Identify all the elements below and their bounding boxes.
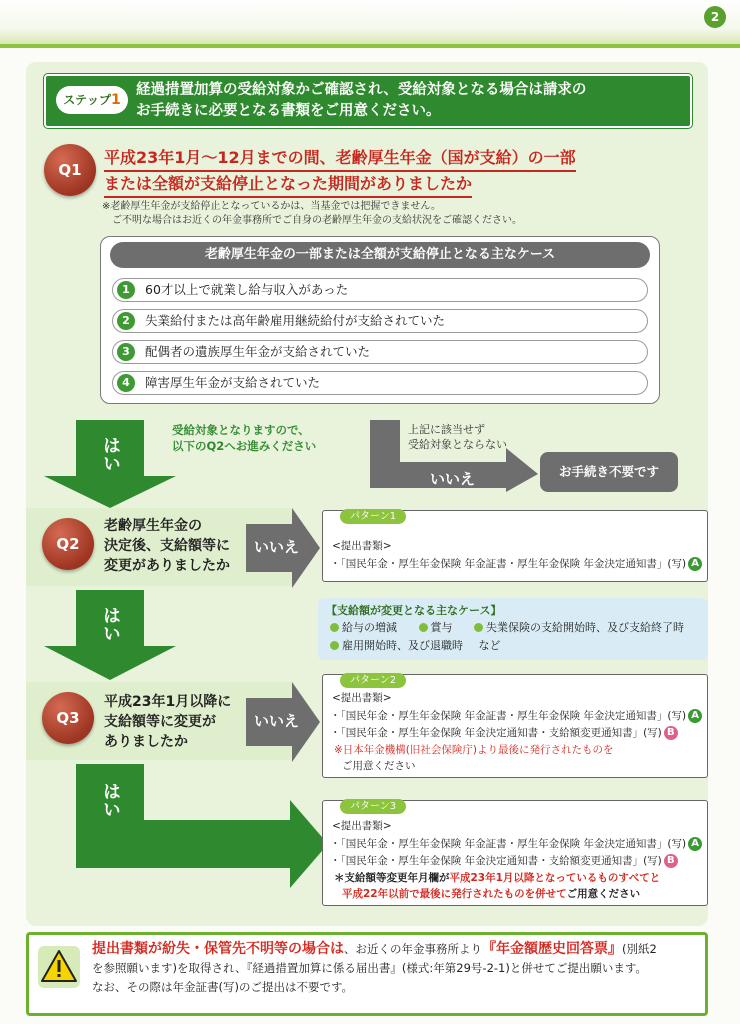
no-procedure-needed: お手続き不要です [540,452,678,492]
warning-text: 提出書類が紛失・保管先不明等の場合は、お近くの年金事務所より『年金額歴史回答票』(別紙2 を参照願います)を取得され、『経過措置加算に係る届出書』(様式:年第29号-2-1)と併せてご提出願います。 なお、その際は年金証書(写)のご提出は不要です。 [92,941,657,994]
q3-no-label: いいえ [254,712,300,730]
pattern3-docs-header: <提出書類> [332,820,392,832]
q2-badge: Q2 [42,518,94,570]
pattern3-tag: パターン3 [340,794,406,814]
step-instruction: 経過措置加算の受給対象かご確認され、受給対象となる場合は請求の お手続きに必要となる書類をご用意ください。 [136,82,587,119]
pattern3-doc2: ・「国民年金・厚生年金保険 年金決定通知書・支給額変更通知書」(写) B [330,853,678,869]
badge-a: A [688,557,702,571]
pattern2-note-red: ※日本年金機構(旧社会保険庁)より最後に発行されたものを [334,744,614,756]
badge-a: A [688,709,702,723]
pattern1-docs-header: <提出書類> [332,540,392,552]
badge-b: B [664,726,678,740]
q2-question: 老齢厚生年金の 決定後、支給額等に 変更がありましたか [104,518,230,574]
pattern2-docs-header: <提出書類> [332,692,392,704]
pattern2-doc1: ・「国民年金・厚生年金保険 年金証書・厚生年金保険 年金決定通知書」(写) A [330,708,702,724]
q1-no-note: 上記に該当せず 受給対象とならない [408,423,507,451]
pattern2-doc2: ・「国民年金・厚生年金保険 年金決定通知書・支給額変更通知書」(写) B [330,725,678,741]
top-band [0,0,740,48]
top-band-line [0,44,740,48]
q3-yes-label: はい [100,782,121,818]
change-cases-row2: 雇用開始時、及び退職時 など [330,638,501,653]
case-item: 4 障害厚生年金が支給されていた [112,371,648,395]
badge-b: B [664,854,678,868]
q3-badge: Q3 [42,692,94,744]
case-item: 1 60才以上で就業し給与収入があった [112,278,648,302]
pattern3-note-line1: ＊支給額等変更年月欄が平成23年1月以降となっているものすべてと [334,872,661,884]
q3-question: 平成23年1月以降に 支給額等に変更が ありましたか [104,694,232,750]
case-item: 3 配偶者の遺族厚生年金が支給されていた [112,340,648,364]
change-cases-title: 【支給額が変更となる主なケース】 [326,604,502,617]
change-cases-row1: 給与の増減 賞与 失業保険の支給開始時、及び支給終了時 [330,620,684,635]
q1-note: ※老齢厚生年金が支給停止となっているかは、当基金では把握できません。 ご不明な場合はお近くの年金事務所でご自身の老齢厚生年金の支給状況をご確認ください。 [102,201,522,226]
q1-badge: Q1 [44,144,96,196]
q1-no-label: いいえ [430,470,476,488]
pattern3-note-line2: 平成22年以前で最後に発行されたものを併せてご用意ください [342,888,641,900]
q1-question: 平成23年1月～12月までの間、老齢厚生年金（国が支給）の一部 または全額が支給停止となった期間がありましたか [104,146,664,198]
cases-title: 老齢厚生年金の一部または全額が支給停止となる主なケース [110,242,650,268]
pattern1-doc1: ・「国民年金・厚生年金保険 年金証書・厚生年金保険 年金決定通知書」(写) A [330,556,702,572]
q1-yes-note: 受給対象となりますので、 以下のQ2へお進みください [172,423,317,453]
pattern2-tag: パターン2 [340,668,406,688]
q1-yes-label: はい [100,436,121,472]
pattern1-tag: パターン1 [340,504,406,524]
case-item: 2 失業給付または高年齢雇用継続給付が支給されていた [112,309,648,333]
pattern2-note: ご用意ください [342,760,416,772]
q2-no-label: いいえ [254,538,300,556]
page-number: 2 [704,6,726,28]
q2-yes-label: はい [100,606,121,642]
step-badge: ステップ1 [56,86,128,114]
badge-a: A [688,837,702,851]
pattern3-doc1: ・「国民年金・厚生年金保険 年金証書・厚生年金保険 年金決定通知書」(写) A [330,836,702,852]
warning-icon [38,946,80,988]
